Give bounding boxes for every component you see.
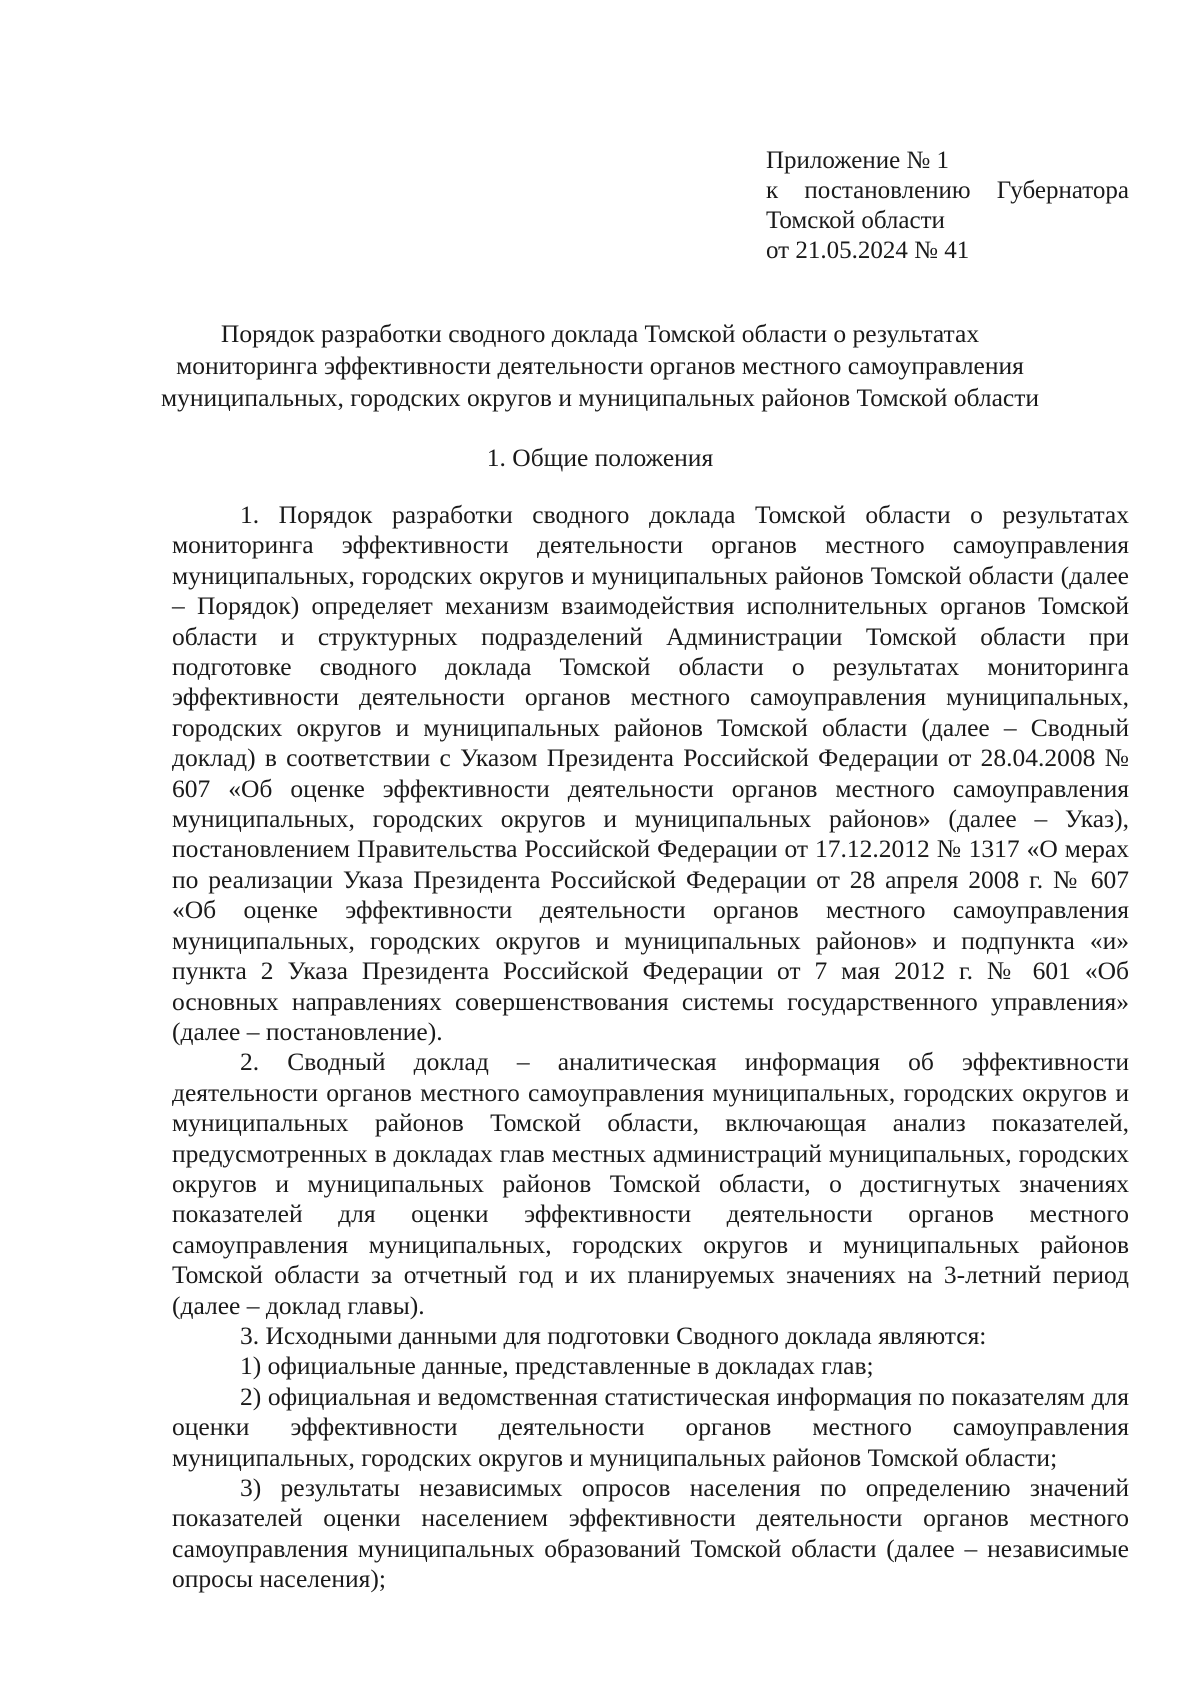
appendix-header [766,146,1129,266]
appendix-reference-prep: к [766,177,779,204]
appendix-reference-doc: постановлению [804,177,971,204]
appendix-date: от 21.05.2024 № 41 [766,237,970,264]
appendix-reference-author: Губернатора [996,177,1129,204]
appendix-number: Приложение № 1 [766,147,950,174]
section-heading: 1. Общие положения [486,443,714,472]
paragraph: 1. Порядок разработки сводного доклада Томской области о результатах мониторинга эффективности деятельности органов местного самоуправления муниципальных, городских округов и муниципальных районов Томской области (далее – Порядок) определяет механизм взаимодействия исполнительных органов Томской области и структурных подразделений Администрации Томской области при подготовке сводного доклада Томской области о результатах мониторинга эффективности деятельности органов местного самоуправления муниципальных, городских округов и муниципальных районов Томской области (далее – Сводный доклад) в соответствии с Указом Президента Российской Федерации от 28.04.2008 № 607 «Об оценке эффективности деятельности органов местного самоуправления муниципальных, городских округов и муниципальных районов» (далее – Указ), постановлением Правительства Российской Федерации от 17.12.2012 № 1317 «О мерах по реализации Указа Президента Российской Федерации от 28 апреля 2008 г. № 607 «Об оценке эффективности деятельности органов местного самоуправления муниципальных, городских округов и муниципальных районов» и подпункта «и» пункта 2 Указа Президента Российской Федерации от 7 мая 2012 г. № 601 «Об основных направлениях совершенствования системы государственного управления» (далее – постановление). [172,500,1129,1046]
paragraph: 1) официальные данные, представленные в докладах глав; [240,1351,874,1381]
body-text [172,500,1129,1595]
paragraph: 3) результаты независимых опросов населения по определению значений показателей оценки населением эффективности деятельности органов местного самоуправления муниципальных образований Томской области (далее – независимые опросы населения); [172,1473,1129,1594]
appendix-reference [766,176,1129,206]
paragraph: 3. Исходными данными для подготовки Сводного доклада являются: [240,1320,987,1350]
appendix-region: Томской области [766,207,945,234]
paragraph: 2) официальная и ведомственная статистическая информация по показателям для оценки эффективности деятельности органов местного самоуправления муниципальных, городских округов и муниципальных районов Томской области; [172,1381,1129,1472]
document-title: Порядок разработки сводного доклада Томской области о результатах мониторинга эффективности деятельности органов местного самоуправления муниципальных, городских округов и муниципальных районов Томской области [160,319,1040,412]
paragraph: 2. Сводный доклад – аналитическая информация об эффективности деятельности органов местного самоуправления муниципальных, городских округов и муниципальных районов Томской области, включающая анализ показателей, предусмотренных в докладах глав местных администраций муниципальных, городских округов и муниципальных районов Томской области, о достигнутых значениях показателей для оценки эффективности деятельности органов местного самоуправления муниципальных, городских округов и муниципальных районов Томской области за отчетный год и их планируемых значениях на 3-летний период (далее – доклад главы). [172,1047,1129,1320]
